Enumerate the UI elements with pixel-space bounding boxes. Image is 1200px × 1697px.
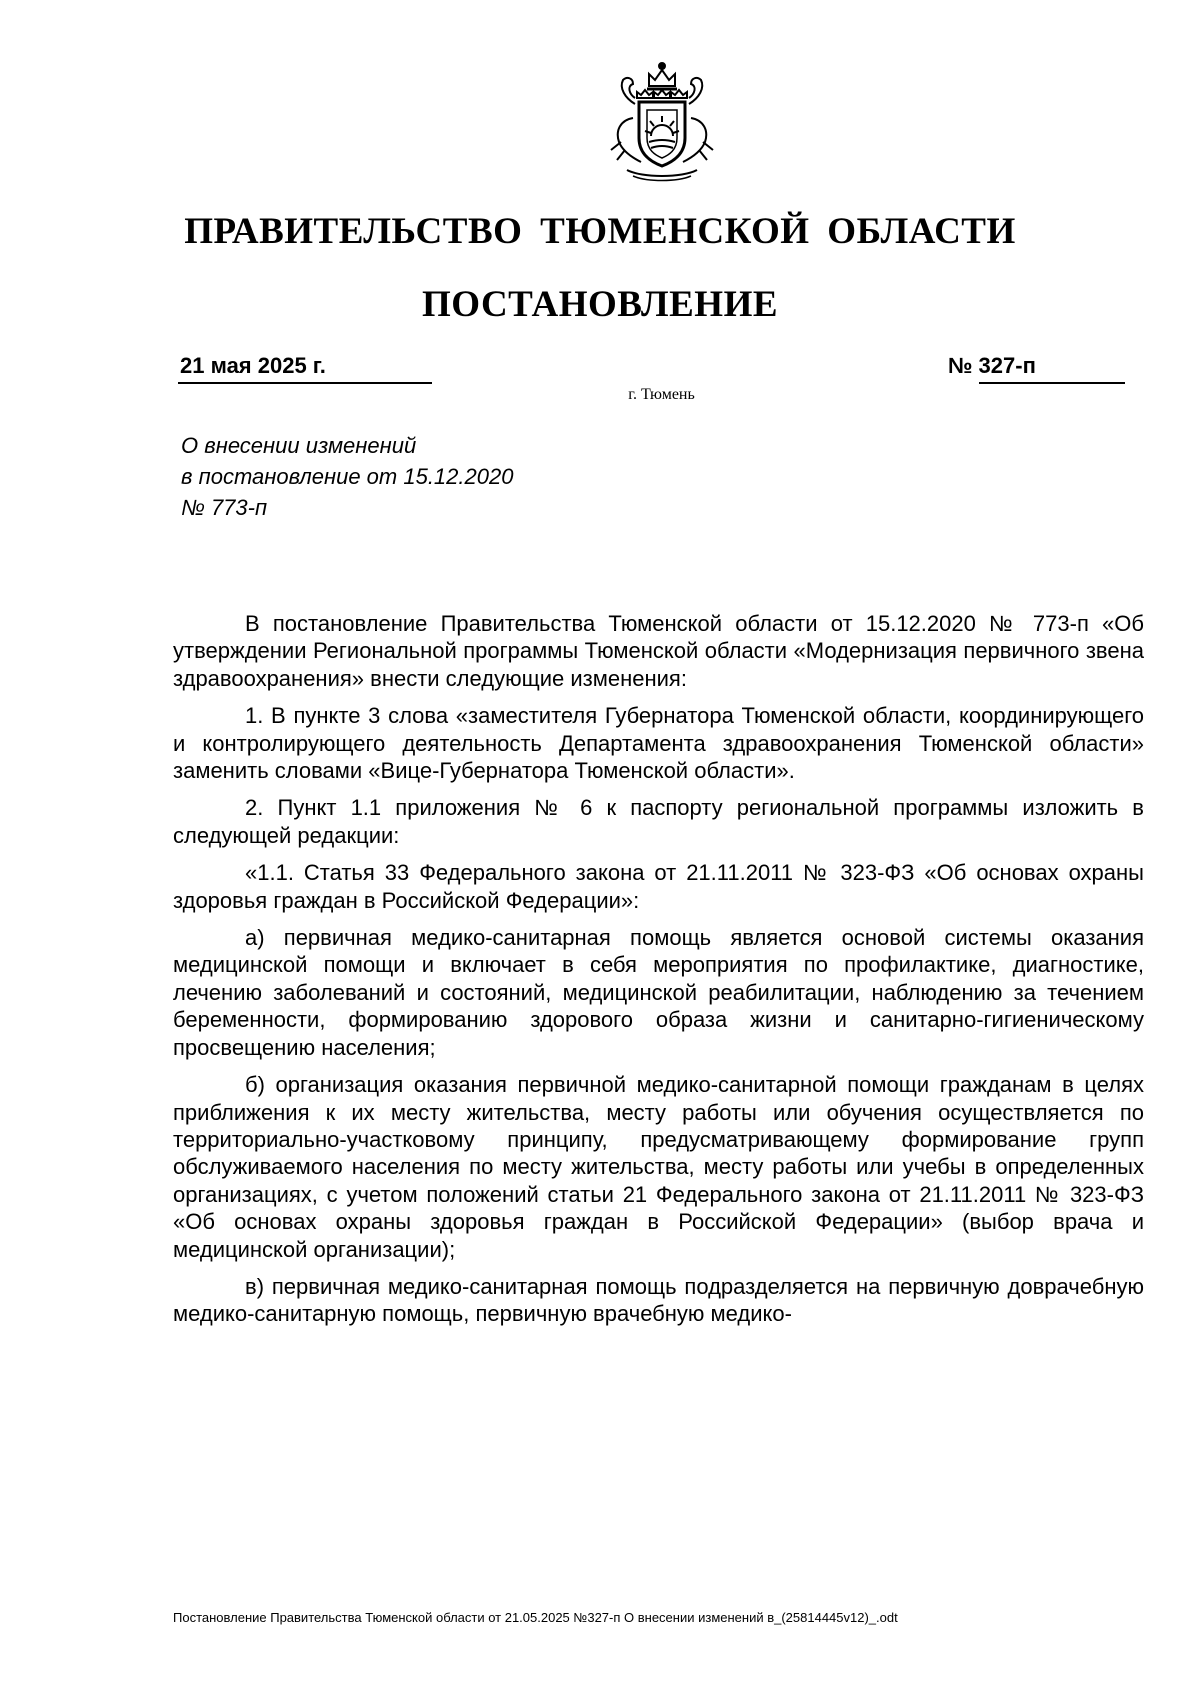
document-type-title: ПОСТАНОВЛЕНИЕ	[421, 284, 779, 325]
number-value: 327-п	[979, 353, 1125, 384]
body-paragraph: в) первичная медико-санитарная помощь подразделяется на первичную доврачебную медико-санитарную помощь, первичную врачебную медико-	[173, 1273, 1144, 1327]
body-paragraph: б) организация оказания первичной медико-санитарной помощи гражданам в целях приближения к их месту жительства, месту работы или обучения осуществляется по территориально-участковому принципу, предусматривающему формирование групп обслуживаемого населения по месту жительства, месту работы или учебы в определенных организациях, с учетом положений статьи 21 Федерального закона от 21.11.2011 № 323-ФЗ «Об основах охраны здоровья граждан в Российской Федерации» (выбор врача и медицинской организации);	[173, 1072, 1144, 1262]
footer-filename: Постановление Правительства Тюменской области от 21.05.2025 №327-п О внесении изменений в_(25814445v12)_.odt	[173, 1610, 898, 1625]
coat-of-arms-icon	[597, 58, 727, 188]
organization-title: ПРАВИТЕЛЬСТВО ТЮМЕНСКОЙ ОБЛАСТИ	[184, 211, 1016, 252]
document-date: 21 мая 2025 г.	[178, 353, 432, 384]
document-body	[173, 610, 1144, 1338]
body-paragraph: 2. Пункт 1.1 приложения № 6 к паспорту региональной программы изложить в следующей редакции:	[173, 795, 1144, 848]
body-paragraph: «1.1. Статья 33 Федерального закона от 21.11.2011 № 323-ФЗ «Об основах охраны здоровья граждан в Российской Федерации»:	[173, 860, 1144, 913]
body-paragraph: а) первичная медико-санитарная помощь является основой системы оказания медицинской помощи и включает в себя мероприятия по профилактике, диагностике, лечению заболеваний и состояний, медицинской реабилитации, наблюдению за течением беременности, формированию здорового образа жизни и санитарно-гигиеническому просвещению населения;	[173, 925, 1144, 1060]
number-sign: №	[948, 353, 973, 378]
body-paragraph: 1. В пункте 3 слова «заместителя Губернатора Тюменской области, координирующего и контролирующего деятельность Департамента здравоохранения Тюменской области» заменить словами «Вице-Губернатора Тюменской области».	[173, 703, 1144, 784]
document-number	[948, 353, 1136, 387]
body-paragraph: В постановление Правительства Тюменской области от 15.12.2020 № 773-п «Об утверждении Региональной программы Тюменской области «Модернизация первичного звена здравоохранения» внести следующие изменения:	[173, 611, 1144, 691]
document-subject	[181, 430, 681, 523]
city-name: г. Тюмень	[628, 386, 695, 403]
subject-line: О внесении изменений	[181, 433, 417, 458]
subject-line: в постановление от 15.12.2020	[181, 464, 514, 489]
subject-line: № 773-п	[181, 495, 268, 520]
